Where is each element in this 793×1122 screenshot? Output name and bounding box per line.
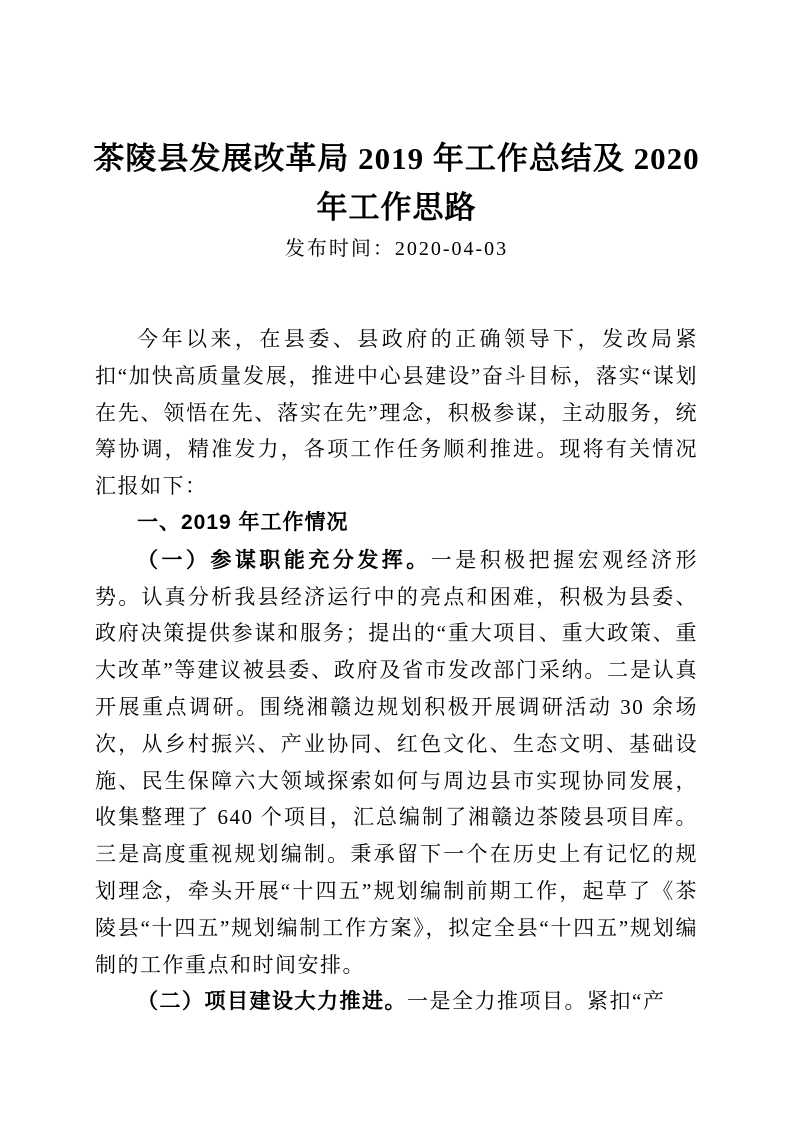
publish-date-label: 发布时间： [284,238,395,260]
publish-date-value: 2020-04-03 [394,238,509,260]
paragraph-subsection-2 [95,983,698,1020]
document-body [95,321,698,1020]
subsection-1-lead: （一）参谋职能充分发挥。 [137,547,431,572]
paragraph-intro: 今年以来，在县委、县政府的正确领导下，发改局紧扣“加快高质量发展，推进中心县建设”奋斗目标，落实“谋划在先、领悟在先、落实在先”理念，积极参谋，主动服务，统筹协调，精准发力，各项工作任务顺利推进。现将有关情况汇报如下： [95,327,698,499]
subsection-1-text: 一是积极把握宏观经济形势。认真分析我县经济运行中的亮点和困难，积极为县委、政府决策提供参谋和服务；提出的“重大项目、重大政策、重大改革”等建议被县委、政府及省市发改部门采纳。二是认真开展重点调研。围绕湘赣边规划积极开展调研活动 30 余场次，从乡村振兴、产业协同、红色文化、生态文明、基础设施、民生保障六大领域探索如何与周边县市实现协同发展，收集整理了 640 个项目，汇总编制了湘赣边茶陵县项目库。三是高度重视规划编制。秉承留下一个在历史上有记忆的规划理念，牵头开展“十四五”规划编制前期工作，起草了《茶陵县“十四五”规划编制工作方案》，拟定全县“十四五”规划编制的工作重点和时间安排。 [95,547,699,977]
document-header [0,0,793,263]
subsection-2-text: 一是全力推项目。紧扣“产 [407,989,666,1014]
subsection-2-lead: （二）项目建设大力推进。 [137,989,407,1014]
title-line-2: 年工作思路 [316,190,477,225]
paragraph-subsection-1 [95,542,698,984]
section-heading-2019-work: 一、2019 年工作情况 [137,510,349,534]
title-line-1: 茶陵县发展改革局 2019 年工作总结及 2020 [93,141,700,176]
document-title [80,134,713,232]
publish-date [0,236,793,263]
